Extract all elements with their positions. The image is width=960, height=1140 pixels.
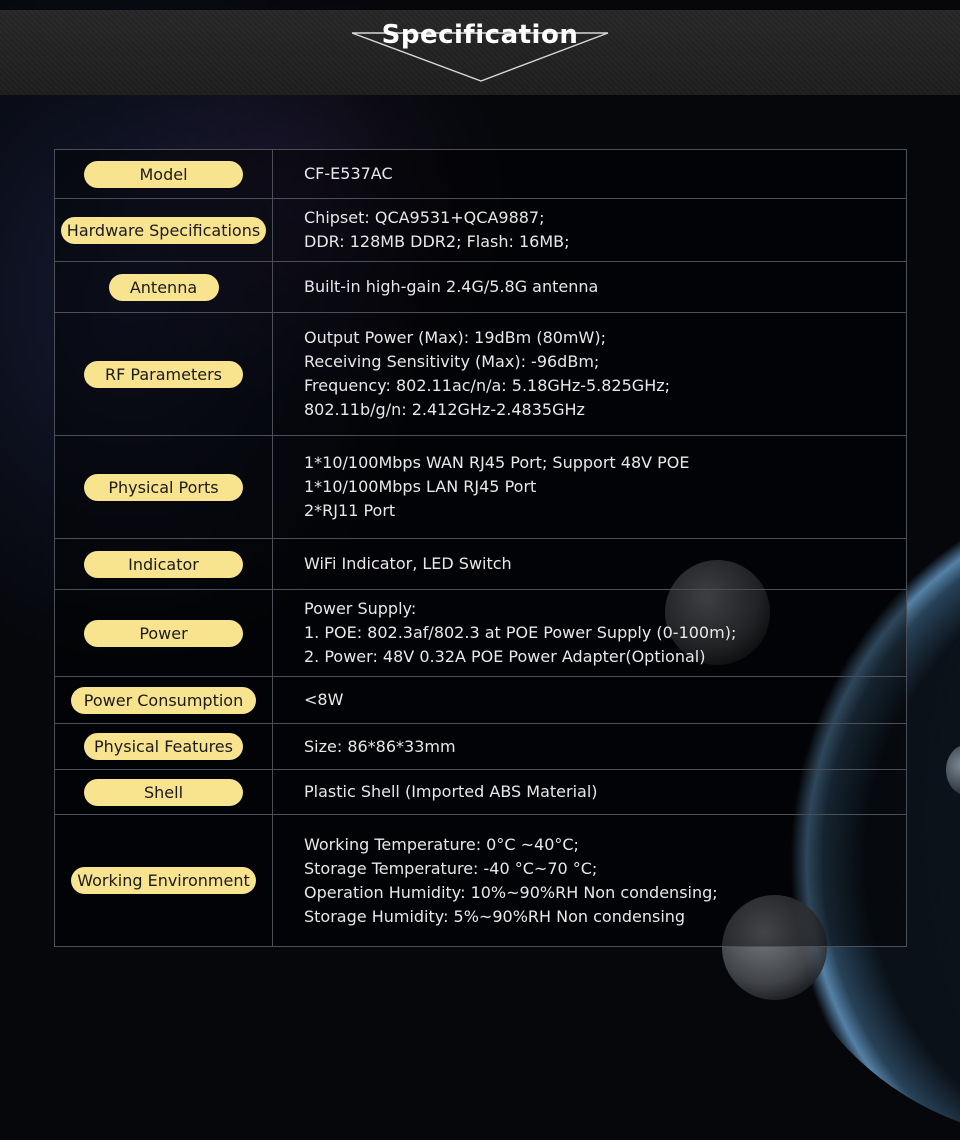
spec-value-line: Receiving Sensitivity (Max): -96dBm; bbox=[304, 352, 600, 371]
spec-row-rf bbox=[55, 313, 907, 436]
page-title: Specification bbox=[381, 20, 579, 50]
spec-value-line: Storage Temperature: -40 °C~70 °C; bbox=[304, 858, 598, 878]
spec-value-line: DDR: 128MB DDR2; Flash: 16MB; bbox=[304, 232, 570, 251]
spec-label: Physical Ports bbox=[84, 474, 243, 501]
spec-table bbox=[54, 149, 907, 947]
spec-value-line: Output Power (Max): 19dBm (80mW); bbox=[304, 328, 606, 347]
spec-value-line: <8W bbox=[304, 690, 344, 709]
spec-label: Hardware Specifications bbox=[61, 217, 266, 244]
spec-label: Indicator bbox=[84, 551, 243, 578]
spec-value-line: 1*10/100Mbps WAN RJ45 Port; Support 48V POE bbox=[304, 453, 690, 472]
spec-label: Antenna bbox=[109, 274, 219, 301]
spec-row-model bbox=[55, 150, 907, 199]
spec-row-consumption bbox=[55, 677, 907, 724]
spec-row-hardware bbox=[55, 199, 907, 262]
spec-row-power bbox=[55, 590, 907, 677]
spec-label: RF Parameters bbox=[84, 361, 243, 388]
spec-value-line: 1. POE: 802.3af/802.3 at POE Power Supply (0-100m); bbox=[304, 623, 737, 642]
spec-value-line: Storage Humidity: 5%~90%RH Non condensing bbox=[304, 906, 686, 926]
spec-value-line: 2*RJ11 Port bbox=[304, 501, 396, 520]
spec-row-indicator bbox=[55, 539, 907, 590]
spec-row-ports bbox=[55, 436, 907, 539]
spec-row-antenna bbox=[55, 262, 907, 313]
spec-value-line: 2. Power: 48V 0.32A POE Power Adapter(Optional) bbox=[304, 647, 706, 666]
spec-value-line: WiFi Indicator, LED Switch bbox=[304, 554, 512, 573]
spec-label: Working Environment bbox=[71, 867, 256, 894]
spec-label: Physical Features bbox=[84, 733, 243, 760]
spec-value-line: Chipset: QCA9531+QCA9887; bbox=[304, 208, 545, 227]
spec-label: Model bbox=[84, 161, 243, 188]
spec-value-line: Frequency: 802.11ac/n/a: 5.18GHz-5.825GHz; bbox=[304, 376, 671, 395]
spec-value-line: Working Temperature: 0°C ~40°C; bbox=[304, 834, 579, 854]
spec-value-line: Built-in high-gain 2.4G/5.8G antenna bbox=[304, 277, 599, 296]
spec-label: Power Consumption bbox=[71, 687, 256, 714]
spec-value-line: CF-E537AC bbox=[304, 164, 393, 183]
header-banner bbox=[0, 10, 960, 95]
spec-row-shell bbox=[55, 770, 907, 815]
spec-value-line: Power Supply: bbox=[304, 599, 417, 618]
spec-label: Shell bbox=[84, 779, 243, 806]
spec-row-features bbox=[55, 724, 907, 770]
spec-value-line: 802.11b/g/n: 2.412GHz-2.4835GHz bbox=[304, 400, 585, 419]
spec-label: Power bbox=[84, 620, 243, 647]
spec-value-line: Operation Humidity: 10%~90%RH Non condensing; bbox=[304, 882, 718, 902]
spec-row-environment bbox=[55, 815, 907, 947]
spec-value-line: Size: 86*86*33mm bbox=[304, 736, 456, 756]
spec-value-line: Plastic Shell (Imported ABS Material) bbox=[304, 782, 598, 801]
spec-value-line: 1*10/100Mbps LAN RJ45 Port bbox=[304, 477, 537, 496]
